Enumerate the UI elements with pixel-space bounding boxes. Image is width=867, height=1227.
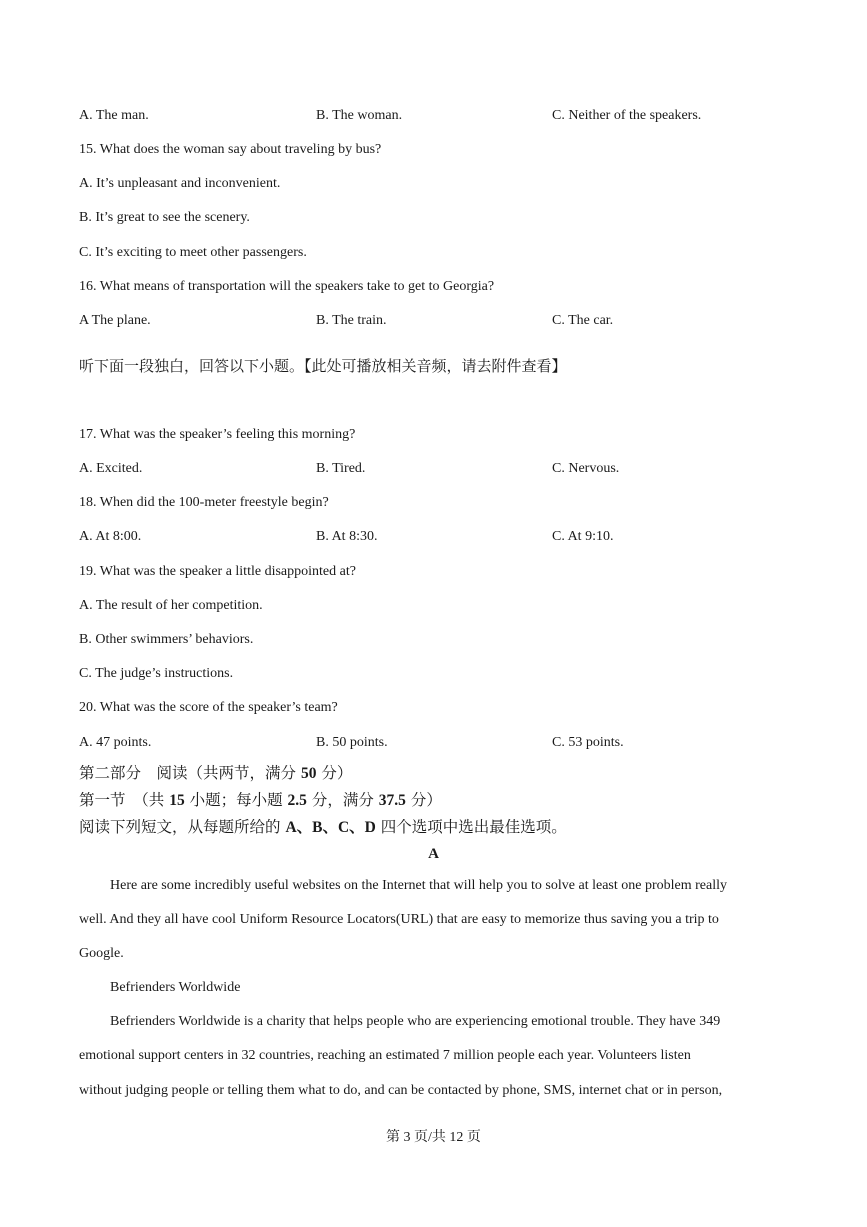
q19-option-b: B. Other swimmers’ behaviors. [79, 632, 254, 647]
q15-option-b: B. It’s great to see the scenery. [79, 210, 250, 225]
part2-total-score: 50 [300, 765, 317, 782]
q20-option-a: A. 47 points. [79, 735, 152, 750]
part2-heading [79, 763, 352, 784]
q18-option-c: C. At 9:10. [552, 529, 614, 544]
q15-option-a: A. It’s unpleasant and inconvenient. [79, 176, 281, 191]
passage-p2-line3: without judging people or telling them what to do, and can be contacted by phone, SMS, internet chat or in person, [79, 1083, 723, 1098]
passage-p1-line3: Google. [79, 946, 124, 961]
passage-p2-line2: emotional support centers in 32 countries, reaching an estimated 7 million people each year. Volunteers listen [79, 1048, 691, 1063]
instructions-text-1: 阅读下列短文，从每题所给的 [79, 818, 286, 836]
q17-option-c: C. Nervous. [552, 461, 620, 476]
passage-p2-line1: Befrienders Worldwide is a charity that helps people who are experiencing emotional trouble. They have 349 [110, 1014, 721, 1029]
instructions-options: A、B、C、D [285, 819, 376, 836]
q14-option-b: B. The woman. [316, 108, 403, 123]
instructions-text-2: 四个选项中选出最佳选项。 [375, 818, 567, 836]
section1-heading [79, 790, 442, 811]
q20-stem: 20. What was the score of the speaker’s team? [79, 700, 338, 715]
q16-option-a: A The plane. [79, 313, 151, 328]
q15-option-c: C. It’s exciting to meet other passengers. [79, 245, 307, 260]
section1-per-question: 2.5 [287, 792, 307, 809]
passage-subtitle: Befrienders Worldwide [110, 980, 241, 995]
q18-option-a: A. At 8:00. [79, 529, 142, 544]
section1-text-2: 小题；每小题 [184, 791, 288, 809]
q14-option-c: C. Neither of the speakers. [552, 108, 702, 123]
q14-option-a: A. The man. [79, 108, 149, 123]
q20-option-b: B. 50 points. [316, 735, 388, 750]
q17-stem: 17. What was the speaker’s feeling this morning? [79, 427, 356, 442]
section1-question-count: 15 [169, 792, 185, 809]
monologue-note: 听下面一段独白，回答以下小题。【此处可播放相关音频，请去附件查看】 [79, 357, 567, 375]
q19-option-a: A. The result of her competition. [79, 598, 263, 613]
q17-option-b: B. Tired. [316, 461, 366, 476]
q18-stem: 18. When did the 100-meter freestyle begin? [79, 495, 329, 510]
section1-text-1: 第一节 （共 [79, 791, 170, 809]
reading-instructions [79, 817, 567, 838]
part2-heading-suffix: 分） [316, 764, 353, 782]
q16-option-c: C. The car. [552, 313, 614, 328]
passage-p1-line1: Here are some incredibly useful websites on the Internet that will help you to solve at least one problem really [110, 878, 727, 893]
section1-text-4: 分） [405, 791, 442, 809]
q18-option-b: B. At 8:30. [316, 529, 378, 544]
q17-option-a: A. Excited. [79, 461, 143, 476]
q16-option-b: B. The train. [316, 313, 387, 328]
q19-stem: 19. What was the speaker a little disappointed at? [79, 564, 356, 579]
section1-total: 37.5 [378, 792, 406, 809]
passage-letter: A [428, 846, 439, 862]
q20-option-c: C. 53 points. [552, 735, 624, 750]
q19-option-c: C. The judge’s instructions. [79, 666, 234, 681]
passage-p1-line2: well. And they all have cool Uniform Resource Locators(URL) that are easy to memorize thus saving you a trip to [79, 912, 719, 927]
part2-heading-text: 第二部分 阅读（共两节，满分 [79, 764, 301, 782]
q16-stem: 16. What means of transportation will the speakers take to get to Georgia? [79, 279, 495, 294]
section1-text-3: 分，满分 [306, 791, 379, 809]
page-footer: 第 3 页/共 12 页 [386, 1130, 481, 1145]
q15-stem: 15. What does the woman say about traveling by bus? [79, 142, 382, 157]
